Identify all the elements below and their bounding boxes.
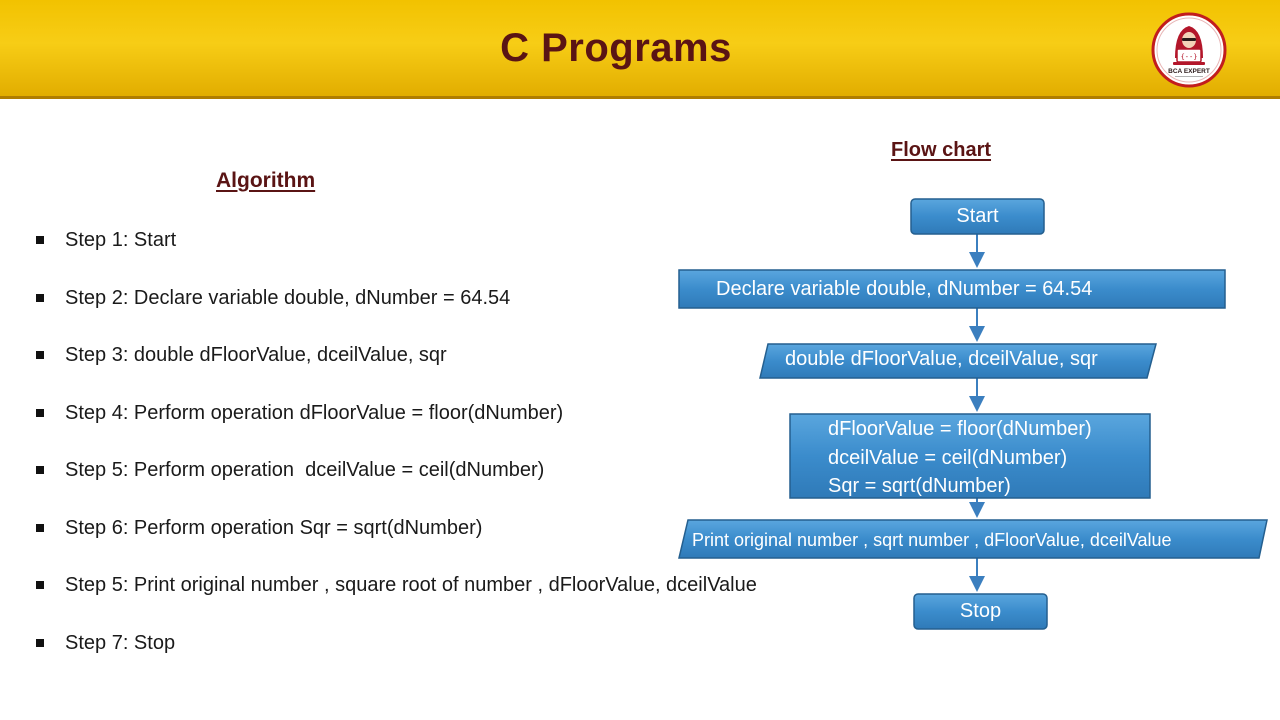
step-text: Step 1: Start [65, 229, 177, 251]
stop-label: Stop [959, 600, 1002, 622]
step-text: Step 6: Perform operation Sqr = sqrt(dNumber) [65, 516, 483, 539]
process-line: Sqr = sqrt(dNumber) [828, 475, 1011, 497]
process-line: dceilValue = ceil(dNumber) [828, 446, 1068, 469]
page-title: C Programs [500, 26, 732, 70]
declare-label: Declare variable double, dNumber = 64.54 [716, 278, 1093, 300]
step-text: Step 5: Perform operation dceilValue = ceil(dNumber) [65, 459, 545, 481]
process-line: dFloorValue = floor(dNumber) [828, 418, 1092, 440]
step-text: Step 5: Print original number , square root of number , dFloorValue, dceilValue [65, 574, 757, 596]
svg-text:{--}: {--} [1180, 53, 1198, 61]
flowchart-heading: Flow chart [891, 139, 992, 161]
process-label [828, 415, 1092, 501]
algorithm-heading: Algorithm [216, 169, 316, 192]
input-label: double dFloorValue, dceilValue, sqr [785, 348, 1098, 370]
step-text: Step 7: Stop [65, 631, 176, 654]
step-text: Step 3: double dFloorValue, dceilValue, sqr [65, 344, 447, 366]
start-label: Start [956, 205, 999, 227]
step-text: Step 2: Declare variable double, dNumber = 64.54 [65, 286, 511, 309]
logo-text: BCA EXPERT [1168, 68, 1210, 75]
step-text: Step 4: Perform operation dFloorValue = floor(dNumber) [65, 401, 564, 424]
output-label: Print original number , sqrt number , dFloorValue, dceilValue [692, 530, 1172, 550]
